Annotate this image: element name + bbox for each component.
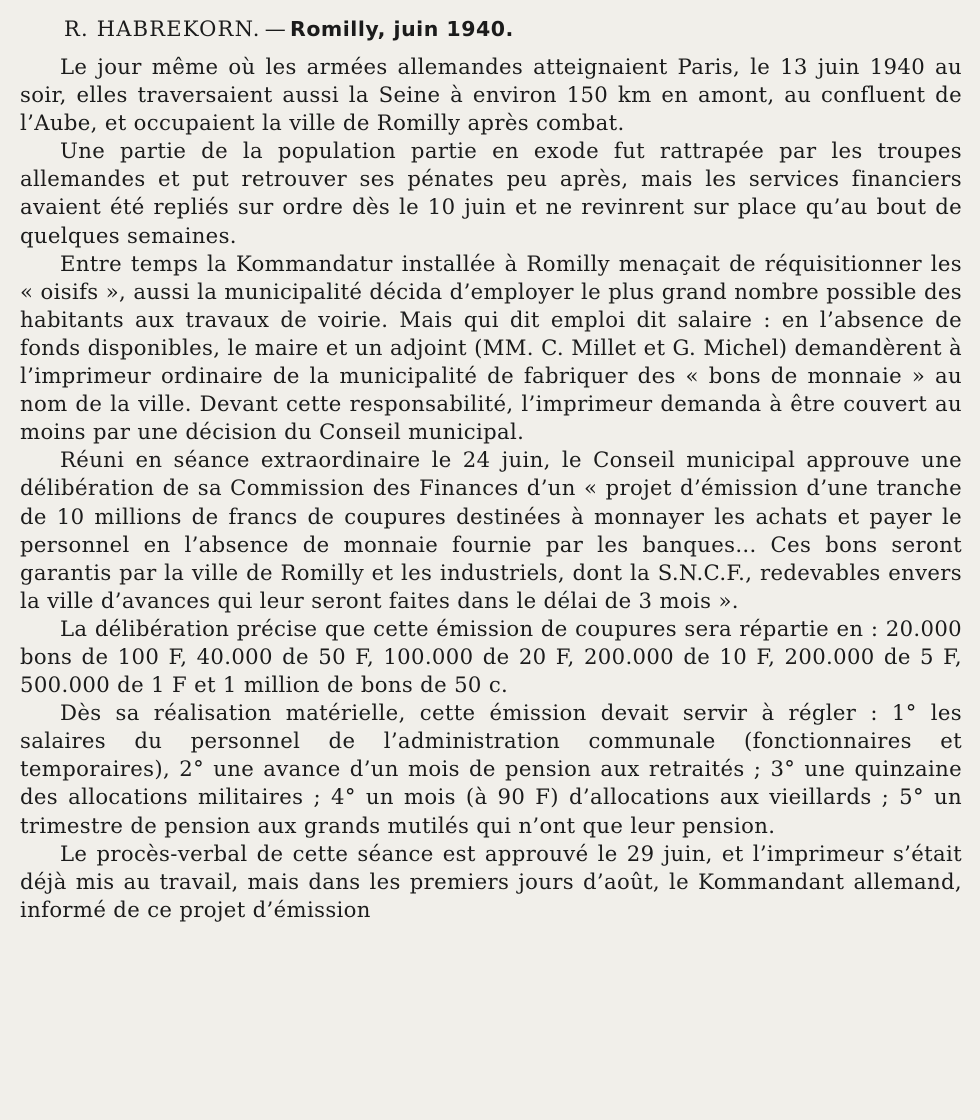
paragraph-5: La délibération précise que cette émission de coupures sera répartie en : 20.000 bons de 100 F, 40.000 de 50 F, 100.000 de 20 F, 200.000 de 10 F, 200.000 de 5 F, 500.000 de 1 F et 1 million de bons de 50 c. — [20, 615, 962, 698]
paragraph-2: Une partie de la population partie en exode fut rattrapée par les troupes allemandes et put retrouver ses pénates peu après, mais les services financiers avaient été repliés sur ordre dès le 10 juin et ne revinrent sur place qu’au bout de quelques semaines. — [20, 138, 962, 248]
paragraph-3: Entre temps la Kommandatur installée à Romilly menaçait de réquisitionner les « oisifs », aussi la municipalité décida d’employer le plus grand nombre possible des habitants aux travaux de voirie. Mais qui dit emploi dit salaire : en l’absence de fonds disponibles, le maire et un adjoint (MM. C. Millet et G. Michel) demandèrent à l’imprimeur ordinaire de la municipalité de fabriquer des « bons de monnaie » au nom de la ville. Devant cette responsabilité, l’imprimeur demanda à être couvert au moins par une décision du Conseil municipal. — [20, 250, 962, 445]
paragraph-7: Le procès-verbal de cette séance est approuvé le 29 juin, et l’imprimeur s’était déjà mis au travail, mais dans les premiers jours d’août, le Kommandant allemand, informé de ce projet d’émission — [20, 840, 962, 922]
article-body — [20, 12, 962, 924]
place-date: Romilly, juin 1940. — [290, 17, 514, 41]
article-header — [64, 12, 962, 46]
paragraph-6: Dès sa réalisation matérielle, cette émission devait servir à régler : 1° les salaires du personnel de l’administration communale (fonctionnaires et temporaires), 2° une avance d’un mois de pension aux retraités ; 3° une quinzaine des allocations militaires ; 4° un mois (à 90 F) d’allocations aux vieillards ; 5° un trimestre de pension aux grands mutilés qui n’ont que leur pension. — [20, 700, 962, 838]
author-name: R. HABREKORN. — [64, 17, 261, 41]
header-dash: — — [264, 17, 287, 41]
paragraph-4: Réuni en séance extraordinaire le 24 juin, le Conseil municipal approuve une délibération de sa Commission des Finances d’un « projet d’émission d’une tranche de 10 millions de francs de coupures destinées à monnayer les achats et payer le personnel en l’absence de monnaie fournie par les banques... Ces bons seront garantis par la ville de Romilly et les industriels, dont la S.N.C.F., redevables envers la ville d’avances qui leur seront faites dans le délai de 3 mois ». — [20, 447, 962, 613]
paragraph-1: Le jour même où les armées allemandes atteignaient Paris, le 13 juin 1940 au soir, elles traversaient aussi la Seine à environ 150 km en amont, au confluent de l’Aube, et occupaient la ville de Romilly après combat. — [20, 54, 962, 136]
